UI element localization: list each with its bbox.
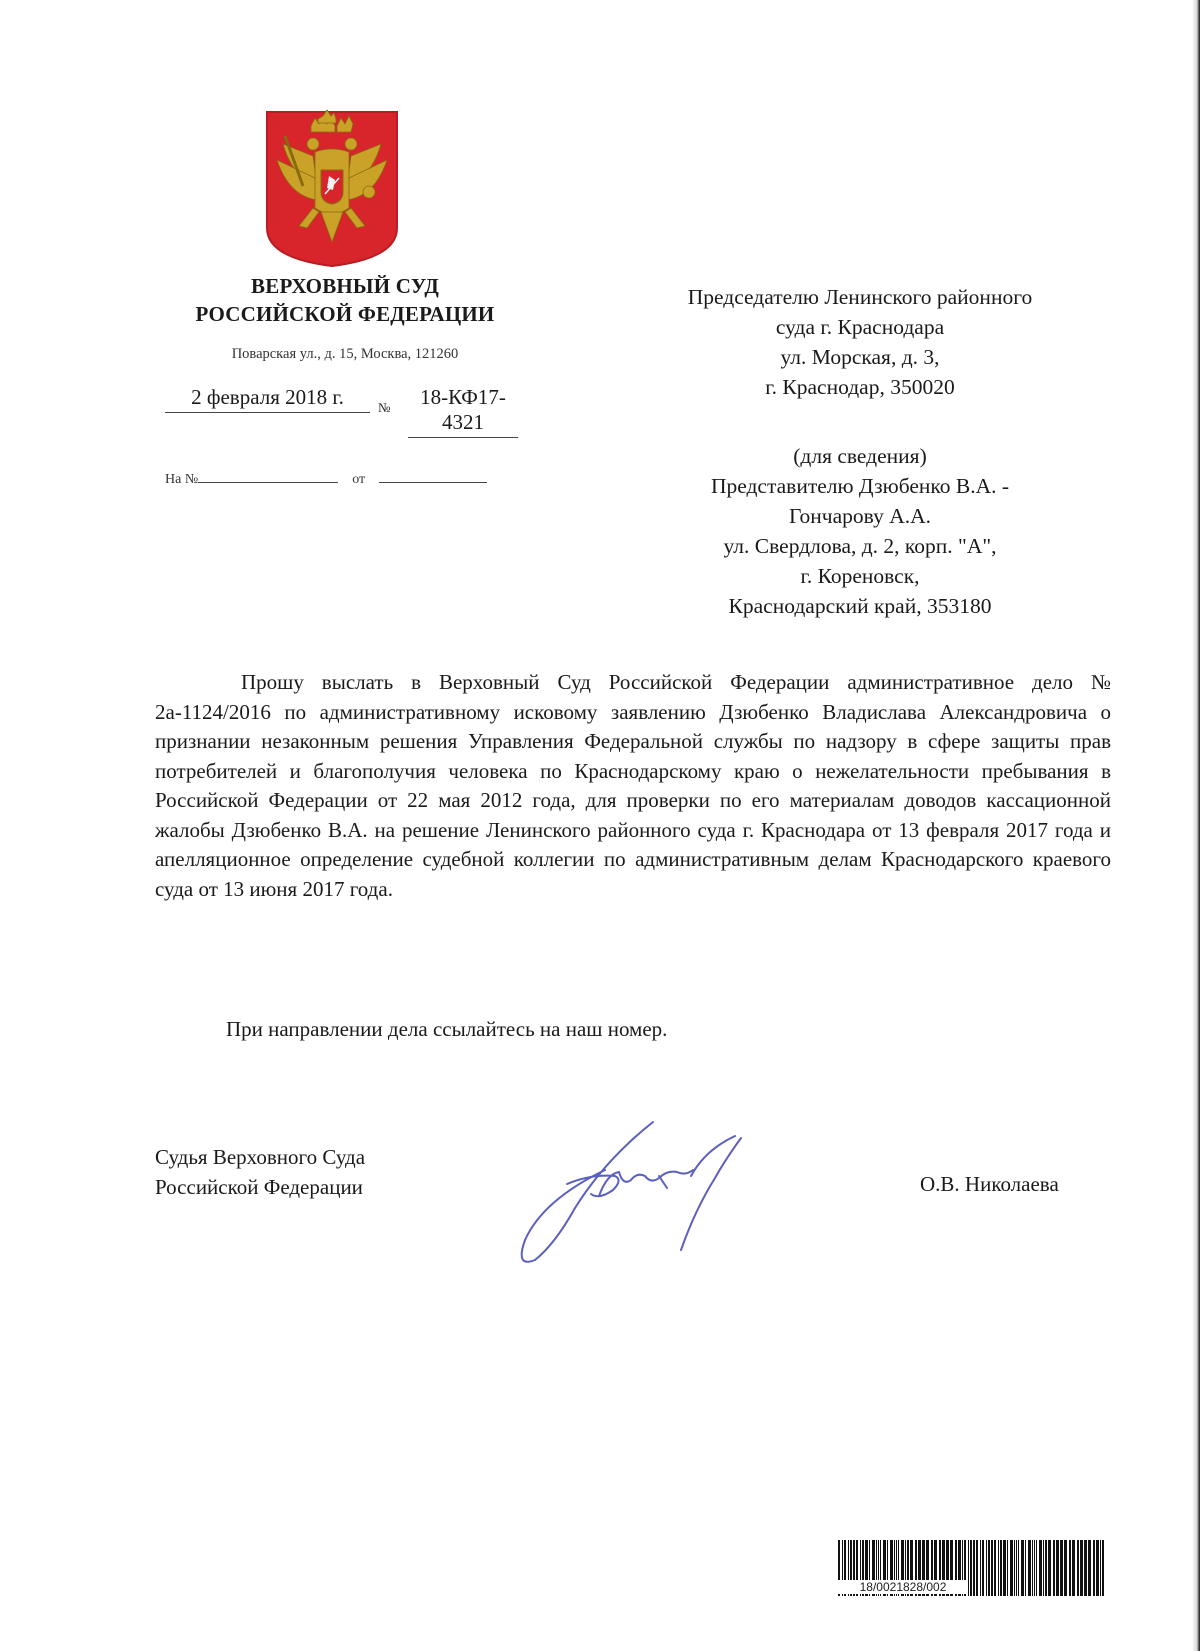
- barcode-bar: [998, 1540, 999, 1596]
- barcode-bar: [1000, 1540, 1002, 1596]
- reference-date-blank: [379, 468, 487, 483]
- barcode-bar: [1039, 1540, 1042, 1596]
- barcode-bar: [1016, 1540, 1017, 1596]
- barcode-bar: [1043, 1540, 1044, 1596]
- barcode-bar: [1032, 1540, 1033, 1596]
- barcode-bar: [1056, 1540, 1059, 1596]
- barcode-bar: [1100, 1540, 1101, 1596]
- recipient-info-line: г. Кореновск,: [800, 564, 920, 588]
- barcode-bar: [1102, 1540, 1104, 1596]
- signer-title-line2: Российской Федерации: [155, 1175, 363, 1199]
- barcode-bar: [1093, 1540, 1095, 1596]
- handwritten-signature: [495, 1110, 795, 1270]
- recipient-info-line: Краснодарский край, 353180: [728, 594, 992, 618]
- barcode-bar: [1018, 1540, 1019, 1596]
- barcode-bar: [1080, 1540, 1083, 1596]
- barcode-bar: [980, 1540, 981, 1596]
- barcode-bar: [976, 1540, 978, 1596]
- outgoing-number: 18-КФ17-4321: [408, 385, 518, 438]
- reference-from-label: от: [352, 472, 366, 487]
- recipient-line: ул. Морская, д. 3,: [780, 345, 940, 369]
- recipient-info-line: (для сведения): [793, 444, 927, 468]
- recipient-info-line: Гончарову А.А.: [789, 504, 931, 528]
- barcode-bar: [1084, 1540, 1087, 1596]
- barcode-bar: [1072, 1540, 1075, 1596]
- barcode-bar: [1069, 1540, 1071, 1596]
- barcode-bar: [988, 1540, 990, 1596]
- barcode-bar: [1064, 1540, 1067, 1596]
- recipient-line: Председателю Ленинского районного: [687, 285, 1033, 309]
- barcode-bar: [1053, 1540, 1055, 1596]
- barcode-bar: [1088, 1540, 1091, 1596]
- russian-coat-of-arms-emblem: [263, 108, 401, 270]
- barcode-bar: [991, 1540, 993, 1596]
- barcode-bar: [1036, 1540, 1037, 1596]
- outgoing-date: 2 февраля 2018 г.: [165, 385, 370, 413]
- barcode-bar: [1096, 1540, 1099, 1596]
- recipient-line: г. Краснодар, 350020: [765, 375, 955, 399]
- number-sign: №: [378, 400, 391, 415]
- barcode-bar: [970, 1540, 972, 1596]
- signer-title: [155, 1142, 365, 1202]
- barcode-bar: [973, 1540, 975, 1596]
- signer-name: О.В. Николаева: [920, 1172, 1059, 1196]
- barcode-bar: [1045, 1540, 1047, 1596]
- barcode-bar: [1003, 1540, 1006, 1596]
- barcode-bar: [1025, 1540, 1026, 1596]
- barcode-bar: [1034, 1540, 1035, 1596]
- page-edge-shadow: [1192, 0, 1200, 1651]
- barcode-bar: [1010, 1540, 1013, 1596]
- recipient-info-block: [610, 441, 1110, 621]
- reference-line: [165, 468, 487, 488]
- reference-label: На №: [165, 472, 199, 487]
- court-name-line2: РОССИЙСКОЙ ФЕДЕРАЦИИ: [195, 302, 495, 326]
- document-barcode: [838, 1540, 1108, 1600]
- court-address: Поварская ул., д. 15, Москва, 121260: [231, 346, 459, 362]
- barcode-bar: [1077, 1540, 1079, 1596]
- recipient-line: суда г. Краснодара: [775, 315, 945, 339]
- barcode-bar: [982, 1540, 984, 1596]
- barcode-bar: [1007, 1540, 1008, 1596]
- barcode-bar: [1028, 1540, 1031, 1596]
- court-name: [160, 272, 530, 328]
- barcode-bar: [986, 1540, 987, 1596]
- barcode-code: 18/0021828/002: [838, 1580, 968, 1594]
- barcode-bar: [994, 1540, 996, 1596]
- barcode-bar: [1060, 1540, 1063, 1596]
- barcode-bar: [1048, 1540, 1051, 1596]
- recipient-block: [610, 282, 1110, 402]
- barcode-bar: [1014, 1540, 1015, 1596]
- barcode-bar: [1021, 1540, 1024, 1596]
- request-paragraph: Прошу выслать в Верховный Суд Российской Федерации административное дело № 2а-1124/2016 по административному исковому заявлению Дзюбенко Владислава Александровича о признании незаконным решения Управления Федеральной службы по надзору в сфере защиты прав потребителей и благополучия человека по Краснодарскому краю о нежелательности пребывания в Российской Федерации от 22 мая 2012 года, для проверки по его материалам доводов кассационной жалобы Дзюбенко В.А. на решение Ленинского районного суда г. Краснодара от 13 февраля 2017 года и апелляционное определение судебной коллегии по административным делам Краснодарского краевого суда от 13 июня 2017 года.: [155, 670, 1111, 901]
- signer-title-line1: Судья Верховного Суда: [155, 1145, 366, 1169]
- recipient-info-line: ул. Свердлова, д. 2, корп. "А",: [723, 534, 997, 558]
- reference-note: При направлении дела ссылайтесь на наш номер.: [226, 1017, 668, 1041]
- recipient-info-line: Представителю Дзюбенко В.А. -: [710, 474, 1010, 498]
- reference-number-blank: [198, 468, 338, 483]
- barcode-bar: [968, 1540, 969, 1596]
- court-name-line1: ВЕРХОВНЫЙ СУД: [251, 274, 439, 298]
